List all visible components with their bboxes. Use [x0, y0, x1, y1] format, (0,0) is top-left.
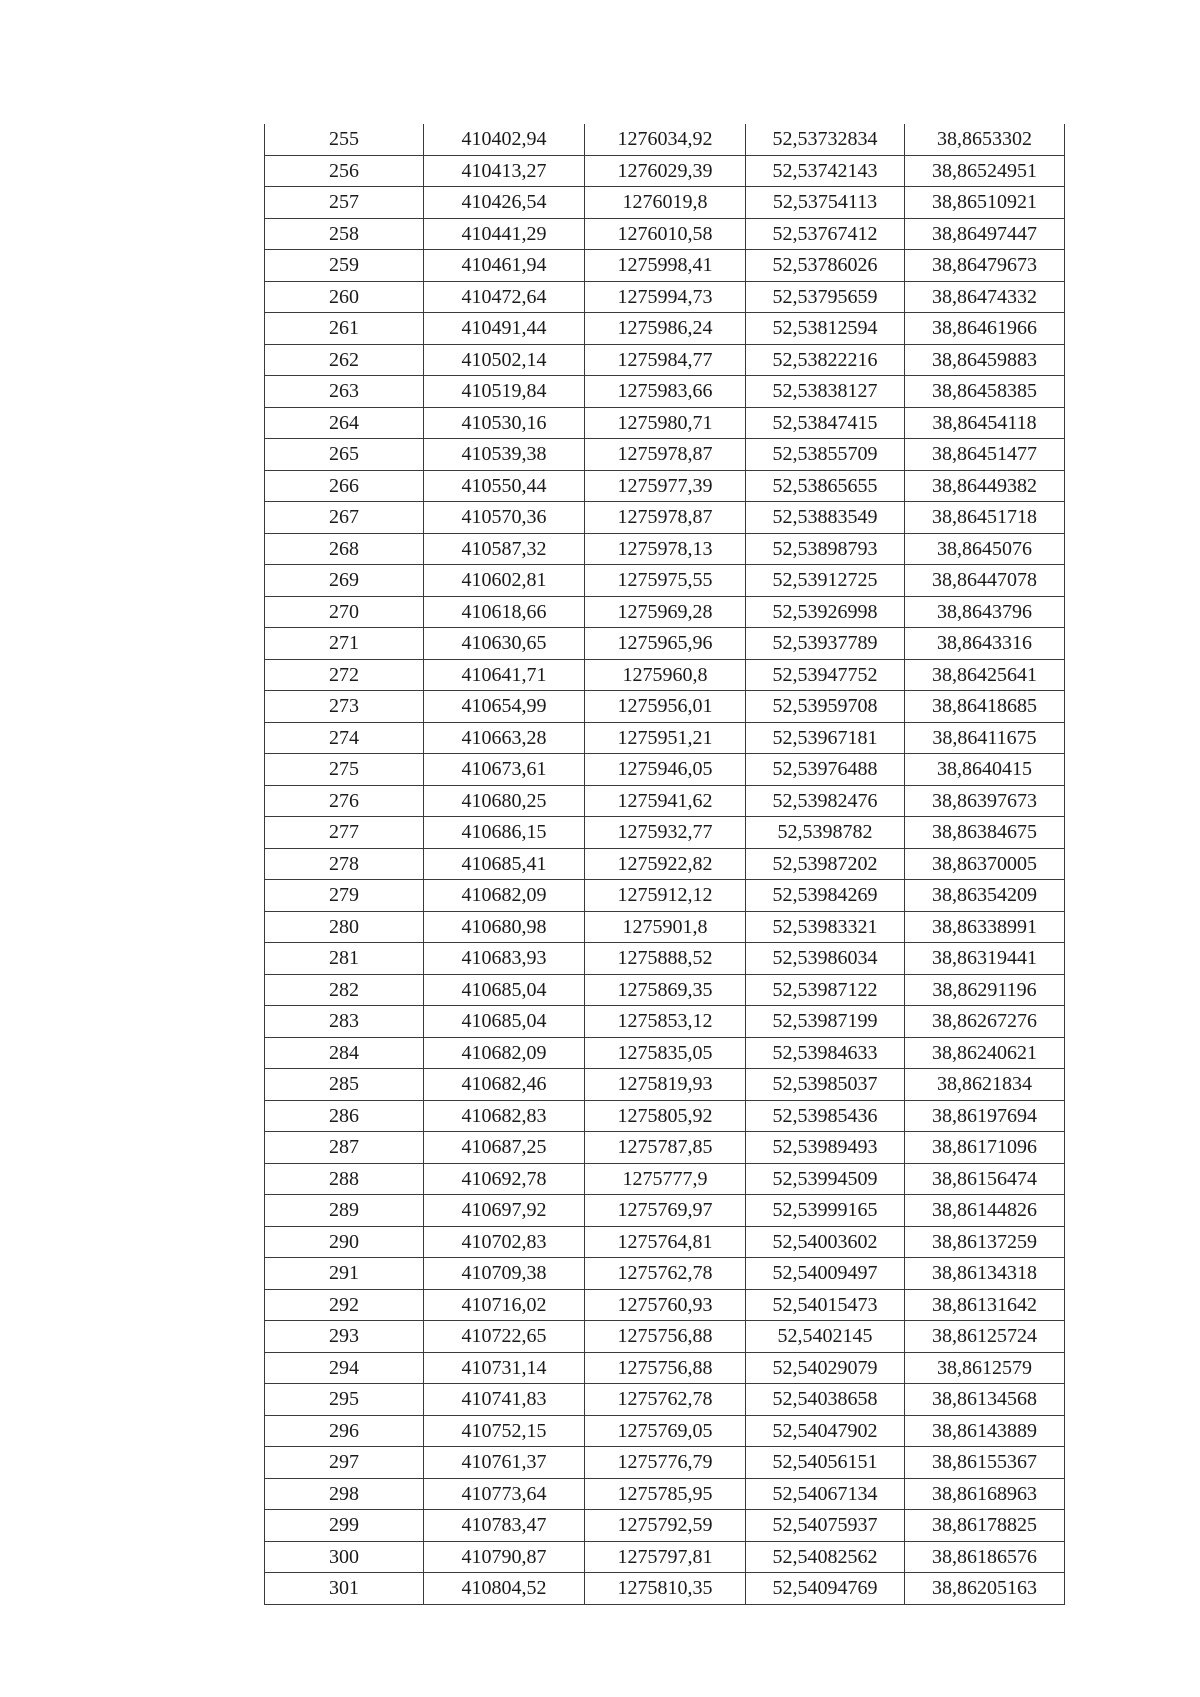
table-row: [265, 281, 1065, 313]
coord-y-cell: 1275978,87: [585, 439, 746, 471]
longitude-cell: 38,86143889: [905, 1415, 1065, 1447]
latitude-cell: 52,53767412: [746, 218, 905, 250]
coord-y-cell: 1275764,81: [585, 1226, 746, 1258]
latitude-cell: 52,53838127: [746, 376, 905, 408]
point-number-cell: 295: [265, 1384, 424, 1416]
table-row: [265, 407, 1065, 439]
table-row: [265, 187, 1065, 219]
coord-x-cell: 410682,09: [424, 880, 585, 912]
longitude-cell: 38,8640415: [905, 754, 1065, 786]
coord-y-cell: 1275975,55: [585, 565, 746, 597]
coord-y-cell: 1275888,52: [585, 943, 746, 975]
point-number-cell: 256: [265, 155, 424, 187]
longitude-cell: 38,8643316: [905, 628, 1065, 660]
latitude-cell: 52,53937789: [746, 628, 905, 660]
longitude-cell: 38,86411675: [905, 722, 1065, 754]
coord-x-cell: 410783,47: [424, 1510, 585, 1542]
coord-y-cell: 1275760,93: [585, 1289, 746, 1321]
point-number-cell: 271: [265, 628, 424, 660]
coord-x-cell: 410630,65: [424, 628, 585, 660]
point-number-cell: 276: [265, 785, 424, 817]
longitude-cell: 38,86137259: [905, 1226, 1065, 1258]
point-number-cell: 264: [265, 407, 424, 439]
table-row: [265, 1510, 1065, 1542]
longitude-cell: 38,86449382: [905, 470, 1065, 502]
longitude-cell: 38,86291196: [905, 974, 1065, 1006]
coord-y-cell: 1275951,21: [585, 722, 746, 754]
coord-x-cell: 410602,81: [424, 565, 585, 597]
table-row: [265, 659, 1065, 691]
table-row: [265, 1321, 1065, 1353]
coordinates-table: [264, 124, 1065, 1605]
coord-y-cell: 1275932,77: [585, 817, 746, 849]
longitude-cell: 38,86451718: [905, 502, 1065, 534]
point-number-cell: 260: [265, 281, 424, 313]
latitude-cell: 52,54056151: [746, 1447, 905, 1479]
longitude-cell: 38,86168963: [905, 1478, 1065, 1510]
coord-y-cell: 1275810,35: [585, 1573, 746, 1605]
coord-y-cell: 1275984,77: [585, 344, 746, 376]
longitude-cell: 38,86474332: [905, 281, 1065, 313]
latitude-cell: 52,53898793: [746, 533, 905, 565]
latitude-cell: 52,53959708: [746, 691, 905, 723]
table-row: [265, 722, 1065, 754]
coord-x-cell: 410673,61: [424, 754, 585, 786]
coord-x-cell: 410685,04: [424, 1006, 585, 1038]
coord-x-cell: 410663,28: [424, 722, 585, 754]
longitude-cell: 38,86267276: [905, 1006, 1065, 1038]
longitude-cell: 38,86319441: [905, 943, 1065, 975]
coord-x-cell: 410685,41: [424, 848, 585, 880]
table-row: [265, 1384, 1065, 1416]
longitude-cell: 38,8621834: [905, 1069, 1065, 1101]
coord-y-cell: 1275998,41: [585, 250, 746, 282]
point-number-cell: 266: [265, 470, 424, 502]
table-row: [265, 344, 1065, 376]
table-row: [265, 943, 1065, 975]
coord-x-cell: 410686,15: [424, 817, 585, 849]
latitude-cell: 52,53985037: [746, 1069, 905, 1101]
coord-y-cell: 1275978,13: [585, 533, 746, 565]
latitude-cell: 52,53987199: [746, 1006, 905, 1038]
coord-x-cell: 410402,94: [424, 124, 585, 155]
table-row: [265, 1447, 1065, 1479]
longitude-cell: 38,86156474: [905, 1163, 1065, 1195]
coord-x-cell: 410426,54: [424, 187, 585, 219]
table-row: [265, 376, 1065, 408]
latitude-cell: 52,53989493: [746, 1132, 905, 1164]
coord-y-cell: 1275756,88: [585, 1352, 746, 1384]
longitude-cell: 38,86205163: [905, 1573, 1065, 1605]
table-row: [265, 1069, 1065, 1101]
latitude-cell: 52,53985436: [746, 1100, 905, 1132]
table-row: [265, 124, 1065, 155]
point-number-cell: 255: [265, 124, 424, 155]
longitude-cell: 38,86338991: [905, 911, 1065, 943]
table-row: [265, 1541, 1065, 1573]
latitude-cell: 52,53742143: [746, 155, 905, 187]
point-number-cell: 279: [265, 880, 424, 912]
coord-y-cell: 1275994,73: [585, 281, 746, 313]
latitude-cell: 52,53987202: [746, 848, 905, 880]
latitude-cell: 52,53983321: [746, 911, 905, 943]
coord-y-cell: 1275969,28: [585, 596, 746, 628]
longitude-cell: 38,86370005: [905, 848, 1065, 880]
table-row: [265, 1037, 1065, 1069]
longitude-cell: 38,86240621: [905, 1037, 1065, 1069]
point-number-cell: 274: [265, 722, 424, 754]
coord-x-cell: 410519,84: [424, 376, 585, 408]
latitude-cell: 52,53822216: [746, 344, 905, 376]
table-row: [265, 691, 1065, 723]
table-row: [265, 155, 1065, 187]
point-number-cell: 270: [265, 596, 424, 628]
latitude-cell: 52,54075937: [746, 1510, 905, 1542]
longitude-cell: 38,86197694: [905, 1100, 1065, 1132]
point-number-cell: 277: [265, 817, 424, 849]
longitude-cell: 38,86397673: [905, 785, 1065, 817]
longitude-cell: 38,86186576: [905, 1541, 1065, 1573]
longitude-cell: 38,86134318: [905, 1258, 1065, 1290]
table-row: [265, 502, 1065, 534]
longitude-cell: 38,86447078: [905, 565, 1065, 597]
coord-y-cell: 1275853,12: [585, 1006, 746, 1038]
coord-x-cell: 410550,44: [424, 470, 585, 502]
coord-x-cell: 410682,83: [424, 1100, 585, 1132]
coord-x-cell: 410472,64: [424, 281, 585, 313]
longitude-cell: 38,86171096: [905, 1132, 1065, 1164]
coord-x-cell: 410804,52: [424, 1573, 585, 1605]
coord-x-cell: 410709,38: [424, 1258, 585, 1290]
latitude-cell: 52,53926998: [746, 596, 905, 628]
coordinates-table-body: [265, 124, 1065, 1604]
table-row: [265, 1195, 1065, 1227]
coord-x-cell: 410680,98: [424, 911, 585, 943]
point-number-cell: 265: [265, 439, 424, 471]
longitude-cell: 38,86479673: [905, 250, 1065, 282]
table-row: [265, 596, 1065, 628]
table-row: [265, 565, 1065, 597]
coord-y-cell: 1275777,9: [585, 1163, 746, 1195]
table-row: [265, 439, 1065, 471]
table-row: [265, 1163, 1065, 1195]
point-number-cell: 286: [265, 1100, 424, 1132]
point-number-cell: 261: [265, 313, 424, 345]
coord-y-cell: 1275901,8: [585, 911, 746, 943]
coord-y-cell: 1275912,12: [585, 880, 746, 912]
point-number-cell: 275: [265, 754, 424, 786]
point-number-cell: 289: [265, 1195, 424, 1227]
coord-x-cell: 410702,83: [424, 1226, 585, 1258]
coord-y-cell: 1276019,8: [585, 187, 746, 219]
latitude-cell: 52,53987122: [746, 974, 905, 1006]
point-number-cell: 299: [265, 1510, 424, 1542]
latitude-cell: 52,53947752: [746, 659, 905, 691]
point-number-cell: 285: [265, 1069, 424, 1101]
longitude-cell: 38,8645076: [905, 533, 1065, 565]
table-row: [265, 470, 1065, 502]
coord-x-cell: 410683,93: [424, 943, 585, 975]
longitude-cell: 38,86178825: [905, 1510, 1065, 1542]
point-number-cell: 288: [265, 1163, 424, 1195]
latitude-cell: 52,53984633: [746, 1037, 905, 1069]
point-number-cell: 281: [265, 943, 424, 975]
coord-y-cell: 1275787,85: [585, 1132, 746, 1164]
coord-y-cell: 1275980,71: [585, 407, 746, 439]
latitude-cell: 52,53865655: [746, 470, 905, 502]
longitude-cell: 38,86510921: [905, 187, 1065, 219]
latitude-cell: 52,54038658: [746, 1384, 905, 1416]
point-number-cell: 282: [265, 974, 424, 1006]
longitude-cell: 38,86354209: [905, 880, 1065, 912]
point-number-cell: 258: [265, 218, 424, 250]
longitude-cell: 38,86451477: [905, 439, 1065, 471]
coord-y-cell: 1275762,78: [585, 1258, 746, 1290]
latitude-cell: 52,53883549: [746, 502, 905, 534]
longitude-cell: 38,86497447: [905, 218, 1065, 250]
longitude-cell: 38,86134568: [905, 1384, 1065, 1416]
point-number-cell: 283: [265, 1006, 424, 1038]
longitude-cell: 38,86155367: [905, 1447, 1065, 1479]
table-row: [265, 817, 1065, 849]
point-number-cell: 293: [265, 1321, 424, 1353]
coord-y-cell: 1275769,05: [585, 1415, 746, 1447]
table-row: [265, 628, 1065, 660]
latitude-cell: 52,54009497: [746, 1258, 905, 1290]
point-number-cell: 294: [265, 1352, 424, 1384]
coord-y-cell: 1275965,96: [585, 628, 746, 660]
longitude-cell: 38,86458385: [905, 376, 1065, 408]
coord-y-cell: 1275769,97: [585, 1195, 746, 1227]
coord-y-cell: 1275956,01: [585, 691, 746, 723]
longitude-cell: 38,8653302: [905, 124, 1065, 155]
coord-y-cell: 1275835,05: [585, 1037, 746, 1069]
coord-x-cell: 410587,32: [424, 533, 585, 565]
latitude-cell: 52,54015473: [746, 1289, 905, 1321]
coord-x-cell: 410502,14: [424, 344, 585, 376]
table-row: [265, 848, 1065, 880]
coord-x-cell: 410685,04: [424, 974, 585, 1006]
coord-x-cell: 410773,64: [424, 1478, 585, 1510]
coord-y-cell: 1275785,95: [585, 1478, 746, 1510]
table-row: [265, 785, 1065, 817]
point-number-cell: 287: [265, 1132, 424, 1164]
coord-x-cell: 410722,65: [424, 1321, 585, 1353]
latitude-cell: 52,53786026: [746, 250, 905, 282]
table-row: [265, 1289, 1065, 1321]
latitude-cell: 52,53967181: [746, 722, 905, 754]
latitude-cell: 52,53847415: [746, 407, 905, 439]
point-number-cell: 269: [265, 565, 424, 597]
latitude-cell: 52,53976488: [746, 754, 905, 786]
coord-x-cell: 410441,29: [424, 218, 585, 250]
coord-y-cell: 1275869,35: [585, 974, 746, 1006]
coord-y-cell: 1275792,59: [585, 1510, 746, 1542]
coord-y-cell: 1275762,78: [585, 1384, 746, 1416]
point-number-cell: 300: [265, 1541, 424, 1573]
coord-y-cell: 1275941,62: [585, 785, 746, 817]
coord-x-cell: 410752,15: [424, 1415, 585, 1447]
longitude-cell: 38,8643796: [905, 596, 1065, 628]
point-number-cell: 263: [265, 376, 424, 408]
table-row: [265, 1132, 1065, 1164]
table-row: [265, 880, 1065, 912]
coord-x-cell: 410570,36: [424, 502, 585, 534]
longitude-cell: 38,86524951: [905, 155, 1065, 187]
longitude-cell: 38,86425641: [905, 659, 1065, 691]
table-row: [265, 911, 1065, 943]
point-number-cell: 284: [265, 1037, 424, 1069]
latitude-cell: 52,5398782: [746, 817, 905, 849]
coord-x-cell: 410682,46: [424, 1069, 585, 1101]
latitude-cell: 52,54082562: [746, 1541, 905, 1573]
coord-y-cell: 1276029,39: [585, 155, 746, 187]
coord-x-cell: 410618,66: [424, 596, 585, 628]
point-number-cell: 301: [265, 1573, 424, 1605]
latitude-cell: 52,53754113: [746, 187, 905, 219]
point-number-cell: 272: [265, 659, 424, 691]
table-row: [265, 1573, 1065, 1605]
longitude-cell: 38,86459883: [905, 344, 1065, 376]
table-row: [265, 1352, 1065, 1384]
table-row: [265, 754, 1065, 786]
longitude-cell: 38,86384675: [905, 817, 1065, 849]
table-row: [265, 1100, 1065, 1132]
coord-x-cell: 410790,87: [424, 1541, 585, 1573]
point-number-cell: 297: [265, 1447, 424, 1479]
latitude-cell: 52,53982476: [746, 785, 905, 817]
point-number-cell: 273: [265, 691, 424, 723]
table-row: [265, 1415, 1065, 1447]
coord-y-cell: 1275805,92: [585, 1100, 746, 1132]
longitude-cell: 38,86418685: [905, 691, 1065, 723]
table-row: [265, 1006, 1065, 1038]
table-row: [265, 218, 1065, 250]
coord-x-cell: 410530,16: [424, 407, 585, 439]
coord-y-cell: 1275977,39: [585, 470, 746, 502]
coord-x-cell: 410687,25: [424, 1132, 585, 1164]
latitude-cell: 52,53999165: [746, 1195, 905, 1227]
table-row: [265, 313, 1065, 345]
coord-x-cell: 410539,38: [424, 439, 585, 471]
latitude-cell: 52,53795659: [746, 281, 905, 313]
point-number-cell: 280: [265, 911, 424, 943]
coord-y-cell: 1275986,24: [585, 313, 746, 345]
latitude-cell: 52,53812594: [746, 313, 905, 345]
latitude-cell: 52,53912725: [746, 565, 905, 597]
coord-x-cell: 410692,78: [424, 1163, 585, 1195]
latitude-cell: 52,53855709: [746, 439, 905, 471]
latitude-cell: 52,53994509: [746, 1163, 905, 1195]
longitude-cell: 38,86454118: [905, 407, 1065, 439]
longitude-cell: 38,86144826: [905, 1195, 1065, 1227]
coord-x-cell: 410491,44: [424, 313, 585, 345]
latitude-cell: 52,5402145: [746, 1321, 905, 1353]
longitude-cell: 38,8612579: [905, 1352, 1065, 1384]
table-row: [265, 1226, 1065, 1258]
coord-y-cell: 1275946,05: [585, 754, 746, 786]
point-number-cell: 290: [265, 1226, 424, 1258]
coord-x-cell: 410741,83: [424, 1384, 585, 1416]
latitude-cell: 52,54094769: [746, 1573, 905, 1605]
point-number-cell: 292: [265, 1289, 424, 1321]
point-number-cell: 296: [265, 1415, 424, 1447]
latitude-cell: 52,53732834: [746, 124, 905, 155]
table-row: [265, 250, 1065, 282]
coord-x-cell: 410641,71: [424, 659, 585, 691]
coord-x-cell: 410761,37: [424, 1447, 585, 1479]
table-row: [265, 1258, 1065, 1290]
table-row: [265, 533, 1065, 565]
coord-y-cell: 1276010,58: [585, 218, 746, 250]
table-row: [265, 974, 1065, 1006]
coord-y-cell: 1275797,81: [585, 1541, 746, 1573]
latitude-cell: 52,54003602: [746, 1226, 905, 1258]
coord-x-cell: 410682,09: [424, 1037, 585, 1069]
coord-y-cell: 1276034,92: [585, 124, 746, 155]
point-number-cell: 262: [265, 344, 424, 376]
point-number-cell: 257: [265, 187, 424, 219]
latitude-cell: 52,53986034: [746, 943, 905, 975]
point-number-cell: 291: [265, 1258, 424, 1290]
coord-x-cell: 410697,92: [424, 1195, 585, 1227]
point-number-cell: 267: [265, 502, 424, 534]
point-number-cell: 278: [265, 848, 424, 880]
longitude-cell: 38,86131642: [905, 1289, 1065, 1321]
point-number-cell: 259: [265, 250, 424, 282]
coord-y-cell: 1275983,66: [585, 376, 746, 408]
table-row: [265, 1478, 1065, 1510]
latitude-cell: 52,54067134: [746, 1478, 905, 1510]
coord-x-cell: 410654,99: [424, 691, 585, 723]
coord-x-cell: 410731,14: [424, 1352, 585, 1384]
coord-y-cell: 1275978,87: [585, 502, 746, 534]
coord-y-cell: 1275922,82: [585, 848, 746, 880]
coord-x-cell: 410680,25: [424, 785, 585, 817]
coord-x-cell: 410413,27: [424, 155, 585, 187]
coord-y-cell: 1275960,8: [585, 659, 746, 691]
latitude-cell: 52,53984269: [746, 880, 905, 912]
coord-y-cell: 1275756,88: [585, 1321, 746, 1353]
coord-y-cell: 1275776,79: [585, 1447, 746, 1479]
latitude-cell: 52,54047902: [746, 1415, 905, 1447]
latitude-cell: 52,54029079: [746, 1352, 905, 1384]
coord-x-cell: 410461,94: [424, 250, 585, 282]
longitude-cell: 38,86461966: [905, 313, 1065, 345]
coord-y-cell: 1275819,93: [585, 1069, 746, 1101]
point-number-cell: 298: [265, 1478, 424, 1510]
coord-x-cell: 410716,02: [424, 1289, 585, 1321]
longitude-cell: 38,86125724: [905, 1321, 1065, 1353]
point-number-cell: 268: [265, 533, 424, 565]
